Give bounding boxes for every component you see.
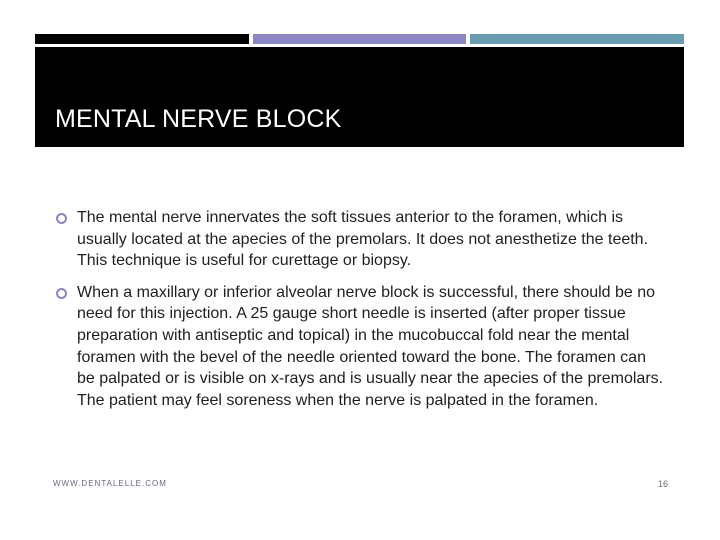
bullet-text: The mental nerve innervates the soft tissues anterior to the foramen, which is usually located at the apecies of the premolars. It does not anesthetize the teeth. This technique is useful for curettage or biopsy. [77, 209, 649, 270]
hollow-circle-bullet-icon [56, 213, 67, 224]
accent-bar-black [35, 34, 249, 44]
page-number: 16 [658, 479, 669, 489]
hollow-circle-bullet-icon [56, 288, 67, 299]
footer-website: WWW.DENTALELLE.COM [53, 479, 167, 488]
bullet-text: When a maxillary or inferior alveolar nerve block is successful, there should be no need for this injection. A 25 gauge short needle is inserted (after proper tissue preparation with antiseptic and topical) in the mucobuccal fold near the mental foramen with the bevel of the needle oriented toward the bone. The foramen can be palpated or is visible on x-rays and is usually near the apecies of the premolars. The patient may feel soreness when the nerve is palpated in the foramen. [77, 283, 664, 409]
accent-bar-teal [470, 34, 684, 44]
bullet-item [56, 282, 666, 412]
accent-bar-purple [253, 34, 466, 44]
slide-body [56, 207, 666, 421]
bullet-item [56, 207, 666, 272]
slide-title: MENTAL NERVE BLOCK [55, 105, 342, 133]
title-banner [35, 47, 684, 147]
